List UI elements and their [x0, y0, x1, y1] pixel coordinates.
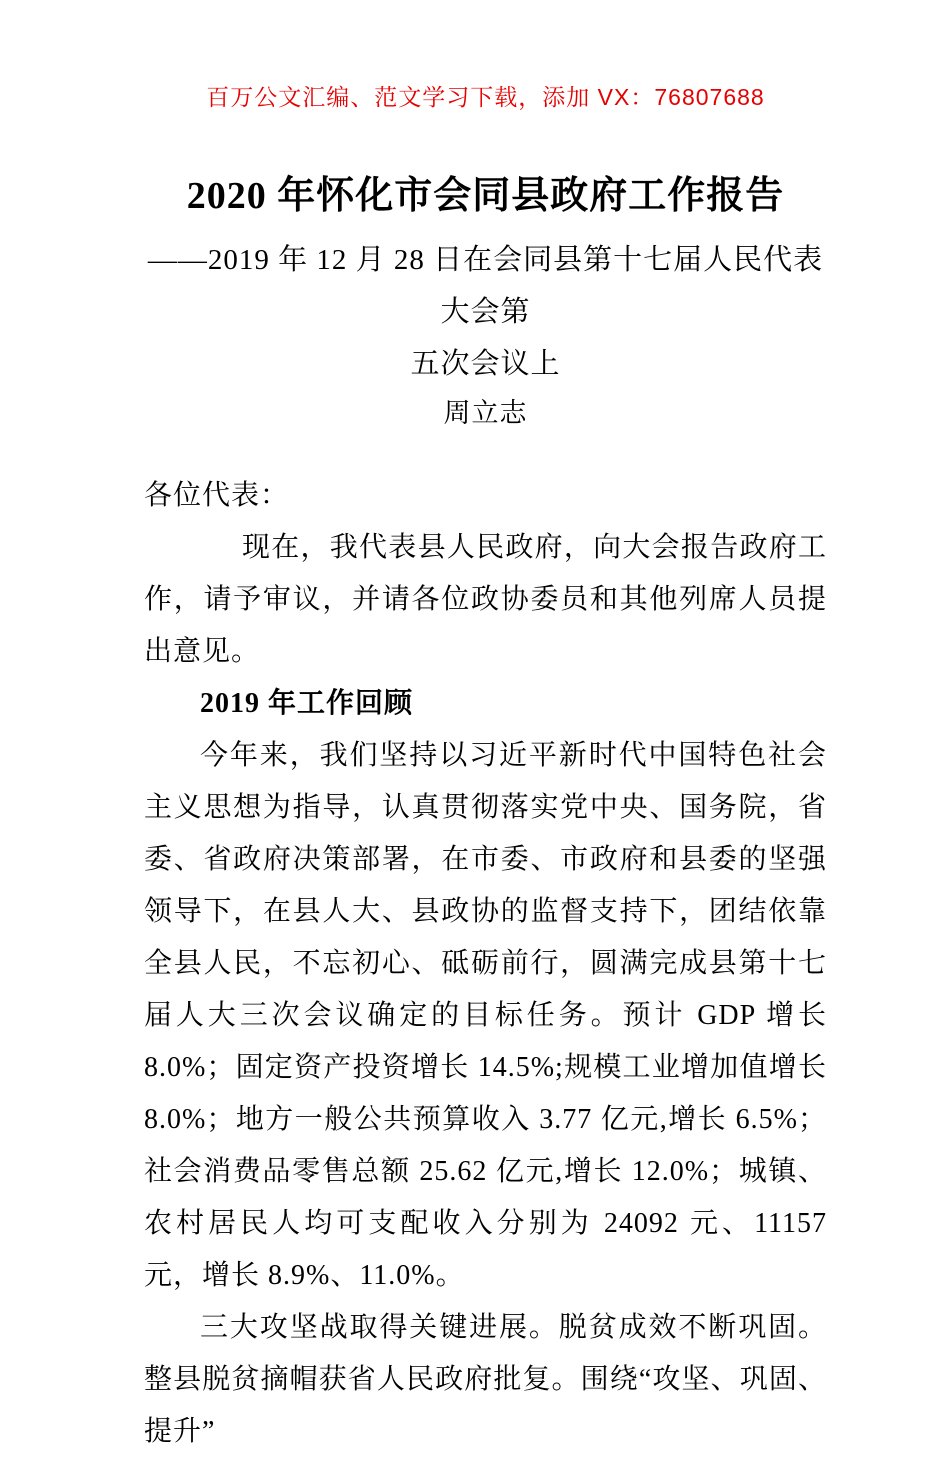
document-body: [144, 470, 827, 1458]
salutation: 各位代表：: [144, 480, 290, 511]
subtitle-line-2: 五次会议上: [410, 348, 561, 380]
document-title: 2020 年怀化市会同县政府工作报告: [186, 175, 785, 217]
review-summary-paragraph: 今年来，我们坚持以习近平新时代中国特色社会主义思想为指导，认真贯彻落实党中央、国务院，省委、省政府决策部署，在市委、市政府和县委的坚强领导下，在县人大、县政协的监督支持下，团结依靠全县人民，不忘初心、砥砺前行，圆满完成县第十七届人大三次会议确定的目标任务。预计 GDP 增长 8.0%；固定资产投资增长 14.5%;规模工业增加值增长 8.0%；地方一般公共预算收入 3.77 亿元,增长 6.5%；社会消费品零售总额 25.62 亿元,增长 12.0%；城镇、农村居民人均可支配收入分别为 24092 元、11157 元，增长 8.9%、11.0%。: [144, 740, 827, 1291]
opening-paragraph: 现在，我代表县人民政府，向大会报告政府工作，请予审议，并请各位政协委员和其他列席人员提出意见。: [144, 532, 827, 667]
promo-header: 百万公文汇编、范文学习下载，添加 VX：76807688: [206, 84, 765, 110]
section-heading-2019-review: 2019 年工作回顾: [200, 688, 414, 719]
document-subtitle: [144, 234, 827, 390]
subtitle-line-1: ——2019 年 12 月 28 日在会同县第十七届人民代表大会第: [147, 244, 824, 328]
three-battles-paragraph: 三大攻坚战取得关键进展。脱贫成效不断巩固。整县脱贫摘帽获省人民政府批复。围绕“攻坚、巩固、提升”: [144, 1312, 827, 1447]
author-name: 周立志: [443, 398, 528, 428]
